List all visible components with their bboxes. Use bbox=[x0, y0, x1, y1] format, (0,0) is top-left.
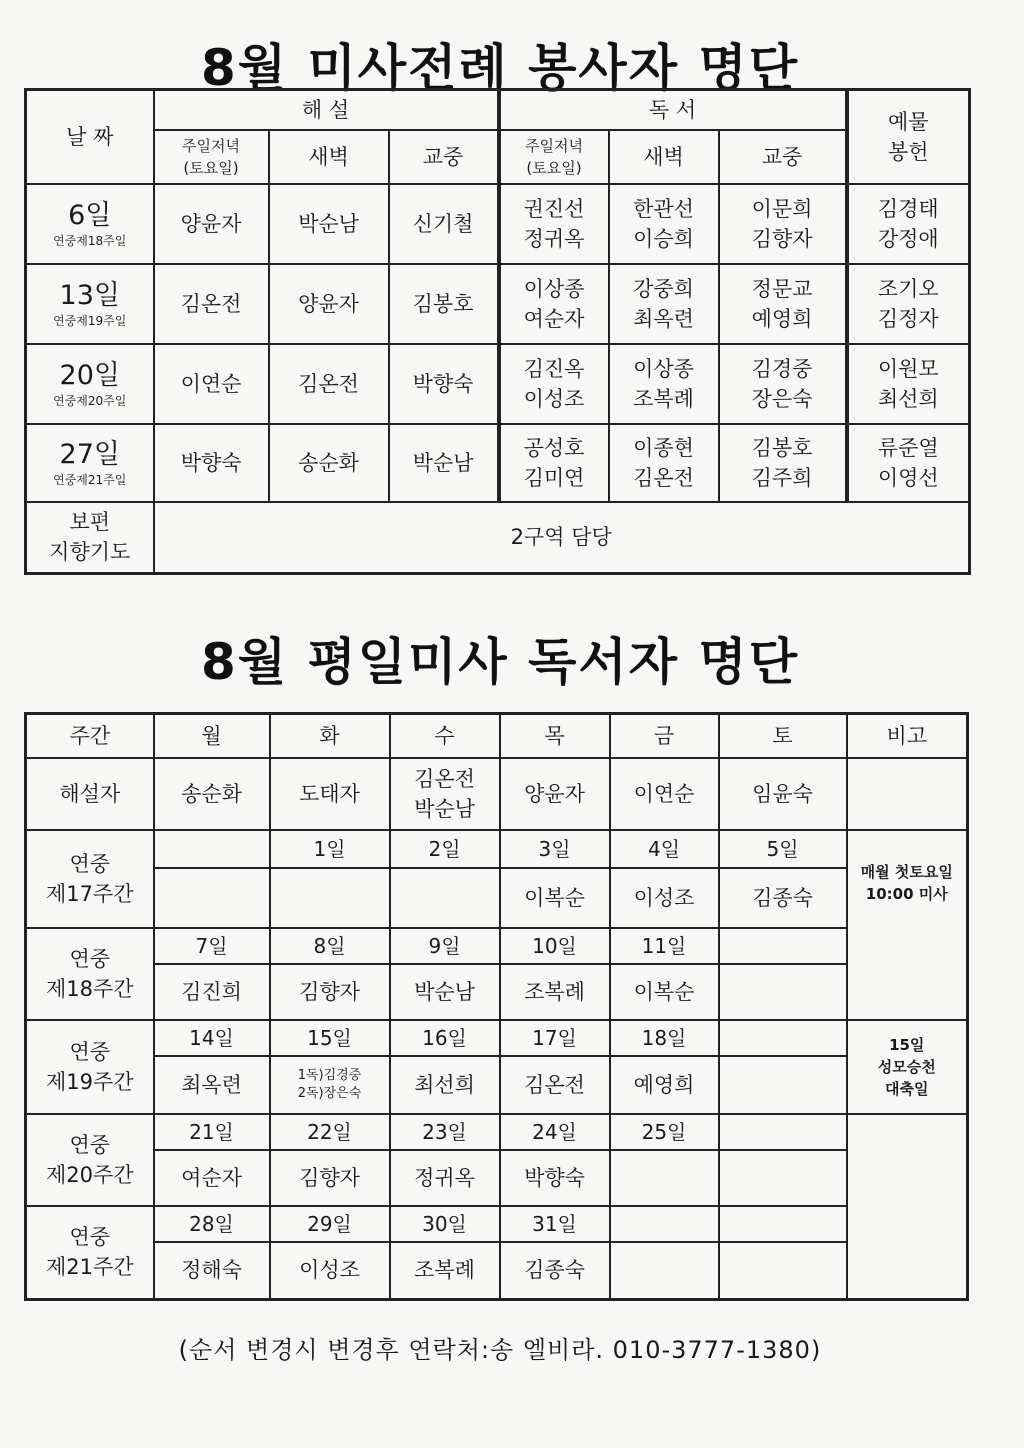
notes-empty bbox=[847, 1114, 968, 1300]
reading-sat-cell bbox=[499, 184, 609, 264]
week-label-line2: 제19주간 bbox=[45, 1069, 134, 1094]
day-row bbox=[26, 1020, 968, 1056]
day-cell: 28일 bbox=[154, 1206, 270, 1242]
reader-cell bbox=[154, 868, 270, 928]
reader-cell: 예영희 bbox=[610, 1056, 719, 1114]
name: 권진선 bbox=[523, 196, 585, 221]
commentary-dawn-cell: 박순남 bbox=[269, 184, 389, 264]
table-row bbox=[26, 502, 970, 574]
week-label bbox=[26, 1114, 154, 1206]
reading-dawn-cell bbox=[609, 264, 719, 344]
commentary-parish-cell: 박순남 bbox=[389, 424, 499, 502]
name: 이종현 bbox=[633, 435, 694, 460]
header-thu: 목 bbox=[500, 714, 610, 758]
reading-dawn-cell bbox=[609, 344, 719, 424]
name: 김정자 bbox=[877, 306, 939, 331]
name: 김봉호 bbox=[751, 435, 813, 460]
day-cell bbox=[610, 1206, 719, 1242]
name: 이상종 bbox=[523, 276, 585, 301]
reader-cell bbox=[719, 1242, 847, 1300]
prayer-label-line2: 지향기도 bbox=[49, 540, 131, 565]
reader-cell bbox=[390, 868, 500, 928]
reader-cell: 이복순 bbox=[500, 868, 610, 928]
sunday-volunteer-table bbox=[24, 88, 971, 575]
day-cell: 11일 bbox=[610, 928, 719, 964]
commentary-parish-cell: 박향숙 bbox=[389, 344, 499, 424]
reader-cell: 김종숙 bbox=[719, 868, 847, 928]
header-sat-line1: 주일저녁 bbox=[182, 136, 240, 155]
note-first-saturday bbox=[847, 830, 968, 1020]
name: 강정애 bbox=[877, 226, 939, 251]
day-cell: 14일 bbox=[154, 1020, 270, 1056]
name: 강중희 bbox=[633, 276, 694, 301]
commentary-parish-cell: 김봉호 bbox=[389, 264, 499, 344]
name: 공성호 bbox=[523, 435, 585, 460]
day-cell bbox=[719, 1114, 847, 1150]
reader-cell bbox=[719, 1056, 847, 1114]
day-row bbox=[26, 1206, 968, 1242]
commentator-tue: 도태자 bbox=[270, 758, 390, 830]
name: 이원모 bbox=[877, 356, 939, 381]
commentator-sat: 임윤숙 bbox=[719, 758, 847, 830]
commentator-thu: 양윤자 bbox=[500, 758, 610, 830]
week-label bbox=[26, 1206, 154, 1300]
name: 이문희 bbox=[751, 196, 813, 221]
table-row bbox=[26, 184, 970, 264]
day-cell: 22일 bbox=[270, 1114, 390, 1150]
header-sat-line2: (토요일) bbox=[183, 158, 239, 177]
name: 이영선 bbox=[877, 465, 939, 490]
commentary-sat-cell: 김온전 bbox=[154, 264, 269, 344]
reader-cell: 정해숙 bbox=[154, 1242, 270, 1300]
date-week: 연중제18주일 bbox=[53, 233, 127, 248]
prayer-label-line1: 보편 bbox=[69, 510, 111, 535]
header-fri: 금 bbox=[610, 714, 719, 758]
note-line: 성모승천 bbox=[877, 1057, 936, 1076]
reader-cell: 정귀옥 bbox=[390, 1150, 500, 1206]
week-label-line2: 제17주간 bbox=[45, 881, 134, 906]
reader-cell: 이복순 bbox=[610, 964, 719, 1020]
day-cell: 29일 bbox=[270, 1206, 390, 1242]
reading-sat-cell bbox=[499, 264, 609, 344]
day-cell: 17일 bbox=[500, 1020, 610, 1056]
reading-parish-cell bbox=[719, 424, 847, 502]
name: 김온전 bbox=[414, 766, 475, 791]
commentator-label: 해설자 bbox=[26, 758, 154, 830]
header-commentary-dawn: 새벽 bbox=[269, 130, 389, 184]
date-week: 연중제21주일 bbox=[53, 472, 127, 487]
reader-cell: 김향자 bbox=[270, 1150, 390, 1206]
reader-cell: 이성조 bbox=[270, 1242, 390, 1300]
name: 이상종 bbox=[633, 356, 694, 381]
reader-cell: 조복례 bbox=[390, 1242, 500, 1300]
name: 한관선 bbox=[633, 196, 694, 221]
note-line: 대축일 bbox=[885, 1079, 929, 1098]
header-reading-parish: 교중 bbox=[719, 130, 847, 184]
name: 1독)김경중 bbox=[297, 1067, 362, 1083]
page-title: 8월 미사전례 봉사자 명단 bbox=[200, 39, 799, 97]
date-cell bbox=[26, 184, 154, 264]
day-cell: 15일 bbox=[270, 1020, 390, 1056]
commentator-row bbox=[26, 758, 968, 830]
table-row bbox=[26, 264, 970, 344]
day-cell: 23일 bbox=[390, 1114, 500, 1150]
week-label-line1: 연중 bbox=[69, 946, 111, 971]
header-reading-sat bbox=[499, 130, 609, 184]
reader-cell: 김온전 bbox=[500, 1056, 610, 1114]
commentator-mon: 송순화 bbox=[154, 758, 270, 830]
name: 김향자 bbox=[751, 226, 813, 251]
day-row bbox=[26, 928, 968, 964]
name: 장은숙 bbox=[751, 386, 813, 411]
reader-cell: 이성조 bbox=[610, 868, 719, 928]
name: 김온전 bbox=[633, 465, 694, 490]
name: 김진옥 bbox=[523, 356, 585, 381]
name: 최옥련 bbox=[633, 306, 694, 331]
day-cell: 18일 bbox=[610, 1020, 719, 1056]
commentary-sat-cell: 양윤자 bbox=[154, 184, 269, 264]
note-line: 매월 첫토요일 bbox=[860, 862, 953, 881]
prayer-value-cell: 2구역 담당 bbox=[154, 502, 970, 574]
reader-cell: 조복례 bbox=[500, 964, 610, 1020]
weekday-reader-table bbox=[24, 712, 969, 1301]
name: 류준열 bbox=[877, 435, 939, 460]
reader-cell: 최옥련 bbox=[154, 1056, 270, 1114]
note-line: 15일 bbox=[889, 1035, 925, 1054]
reading-parish-cell bbox=[719, 344, 847, 424]
week-label-line2: 제18주간 bbox=[45, 976, 134, 1001]
table-row bbox=[26, 424, 970, 502]
day-cell bbox=[719, 928, 847, 964]
date-cell bbox=[26, 424, 154, 502]
reader-cell: 김종숙 bbox=[500, 1242, 610, 1300]
header-date: 날 짜 bbox=[26, 90, 154, 184]
prayer-label-cell bbox=[26, 502, 154, 574]
name: 예영희 bbox=[751, 306, 813, 331]
header-reading-dawn: 새벽 bbox=[609, 130, 719, 184]
week-label bbox=[26, 1020, 154, 1114]
day-cell: 5일 bbox=[719, 830, 847, 868]
reading-parish-cell bbox=[719, 184, 847, 264]
week-label-line1: 연중 bbox=[69, 851, 111, 876]
commentary-dawn-cell: 양윤자 bbox=[269, 264, 389, 344]
reader-cell bbox=[719, 964, 847, 1020]
week-label-line1: 연중 bbox=[69, 1039, 111, 1064]
reading-dawn-cell bbox=[609, 424, 719, 502]
reader-cell: 김진희 bbox=[154, 964, 270, 1020]
day-cell: 8일 bbox=[270, 928, 390, 964]
offering-cell bbox=[847, 184, 970, 264]
reader-row bbox=[26, 1056, 968, 1114]
offering-cell bbox=[847, 344, 970, 424]
date-cell bbox=[26, 264, 154, 344]
date-day: 13일 bbox=[59, 279, 120, 311]
header-commentary: 해 설 bbox=[154, 90, 499, 130]
name: 김주희 bbox=[751, 465, 813, 490]
day-cell: 7일 bbox=[154, 928, 270, 964]
reading-sat-cell bbox=[499, 424, 609, 502]
reading-sat-cell bbox=[499, 344, 609, 424]
day-cell: 2일 bbox=[390, 830, 500, 868]
commentary-sat-cell: 박향숙 bbox=[154, 424, 269, 502]
reader-cell: 김향자 bbox=[270, 964, 390, 1020]
reader-cell bbox=[719, 1150, 847, 1206]
name: 김경중 bbox=[751, 356, 813, 381]
header-notes: 비고 bbox=[847, 714, 968, 758]
name: 이성조 bbox=[523, 386, 585, 411]
name: 김미연 bbox=[523, 465, 585, 490]
name: 김경태 bbox=[877, 196, 939, 221]
day-cell: 9일 bbox=[390, 928, 500, 964]
header-sat-line1: 주일저녁 bbox=[525, 136, 583, 155]
reading-parish-cell bbox=[719, 264, 847, 344]
week-label-line1: 연중 bbox=[69, 1132, 111, 1157]
commentary-parish-cell: 신기철 bbox=[389, 184, 499, 264]
day-cell: 24일 bbox=[500, 1114, 610, 1150]
header-mon: 월 bbox=[154, 714, 270, 758]
header-offering-line2: 봉헌 bbox=[887, 139, 929, 164]
day-cell: 10일 bbox=[500, 928, 610, 964]
header-row bbox=[26, 714, 968, 758]
week-label bbox=[26, 830, 154, 928]
reader-cell bbox=[270, 868, 390, 928]
date-week: 연중제19주일 bbox=[53, 313, 127, 328]
header-week: 주간 bbox=[26, 714, 154, 758]
day-cell bbox=[719, 1020, 847, 1056]
name: 정문교 bbox=[751, 276, 813, 301]
note-assumption bbox=[847, 1020, 968, 1114]
reading-dawn-cell bbox=[609, 184, 719, 264]
week-label-line2: 제21주간 bbox=[45, 1255, 134, 1280]
reader-row bbox=[26, 868, 968, 928]
week-label bbox=[26, 928, 154, 1020]
reader-cell: 여순자 bbox=[154, 1150, 270, 1206]
day-cell bbox=[154, 830, 270, 868]
week-label-line1: 연중 bbox=[69, 1225, 111, 1250]
name: 여순자 bbox=[523, 306, 585, 331]
commentator-fri: 이연순 bbox=[610, 758, 719, 830]
name: 최선희 bbox=[877, 386, 939, 411]
reader-row bbox=[26, 964, 968, 1020]
date-cell bbox=[26, 344, 154, 424]
day-cell: 31일 bbox=[500, 1206, 610, 1242]
section-title: 8월 평일미사 독서자 명단 bbox=[200, 633, 799, 691]
date-day: 6일 bbox=[68, 199, 112, 231]
day-cell: 30일 bbox=[390, 1206, 500, 1242]
day-cell: 1일 bbox=[270, 830, 390, 868]
reader-cell bbox=[610, 1242, 719, 1300]
name: 박순남 bbox=[414, 796, 475, 821]
commentary-sat-cell: 이연순 bbox=[154, 344, 269, 424]
header-commentary-sat bbox=[154, 130, 269, 184]
header-reading: 독 서 bbox=[499, 90, 847, 130]
commentary-dawn-cell: 송순화 bbox=[269, 424, 389, 502]
name: 조복례 bbox=[633, 386, 694, 411]
header-tue: 화 bbox=[270, 714, 390, 758]
day-row bbox=[26, 830, 968, 868]
offering-cell bbox=[847, 264, 970, 344]
header-wed: 수 bbox=[390, 714, 500, 758]
reader-cell: 박향숙 bbox=[500, 1150, 610, 1206]
header-sat: 토 bbox=[719, 714, 847, 758]
header-offering bbox=[847, 90, 970, 184]
contact-note: (순서 변경시 변경후 연락처:송 엘비라. 010-3777-1380) bbox=[178, 1336, 822, 1364]
day-cell bbox=[719, 1206, 847, 1242]
header-offering-line1: 예물 bbox=[887, 109, 929, 134]
day-cell: 21일 bbox=[154, 1114, 270, 1150]
reader-row bbox=[26, 1150, 968, 1206]
name: 조기오 bbox=[877, 276, 939, 301]
name: 정귀옥 bbox=[523, 226, 585, 251]
date-day: 20일 bbox=[59, 359, 120, 391]
name: 이승희 bbox=[633, 226, 694, 251]
offering-cell bbox=[847, 424, 970, 502]
header-commentary-parish: 교중 bbox=[389, 130, 499, 184]
header-sat-line2: (토요일) bbox=[526, 158, 582, 177]
reader-cell bbox=[270, 1056, 390, 1114]
table-row bbox=[26, 344, 970, 424]
commentary-dawn-cell: 김온전 bbox=[269, 344, 389, 424]
commentator-notes bbox=[847, 758, 968, 830]
reader-row bbox=[26, 1242, 968, 1300]
day-cell: 16일 bbox=[390, 1020, 500, 1056]
reader-cell: 박순남 bbox=[390, 964, 500, 1020]
reader-cell: 최선희 bbox=[390, 1056, 500, 1114]
day-cell: 25일 bbox=[610, 1114, 719, 1150]
name: 2독)장은숙 bbox=[297, 1085, 362, 1101]
commentator-wed bbox=[390, 758, 500, 830]
date-day: 27일 bbox=[59, 438, 120, 470]
date-week: 연중제20주일 bbox=[53, 393, 127, 408]
day-cell: 3일 bbox=[500, 830, 610, 868]
reader-cell bbox=[610, 1150, 719, 1206]
week-label-line2: 제20주간 bbox=[45, 1162, 134, 1187]
day-cell: 4일 bbox=[610, 830, 719, 868]
note-line: 10:00 미사 bbox=[865, 884, 948, 903]
day-row bbox=[26, 1114, 968, 1150]
